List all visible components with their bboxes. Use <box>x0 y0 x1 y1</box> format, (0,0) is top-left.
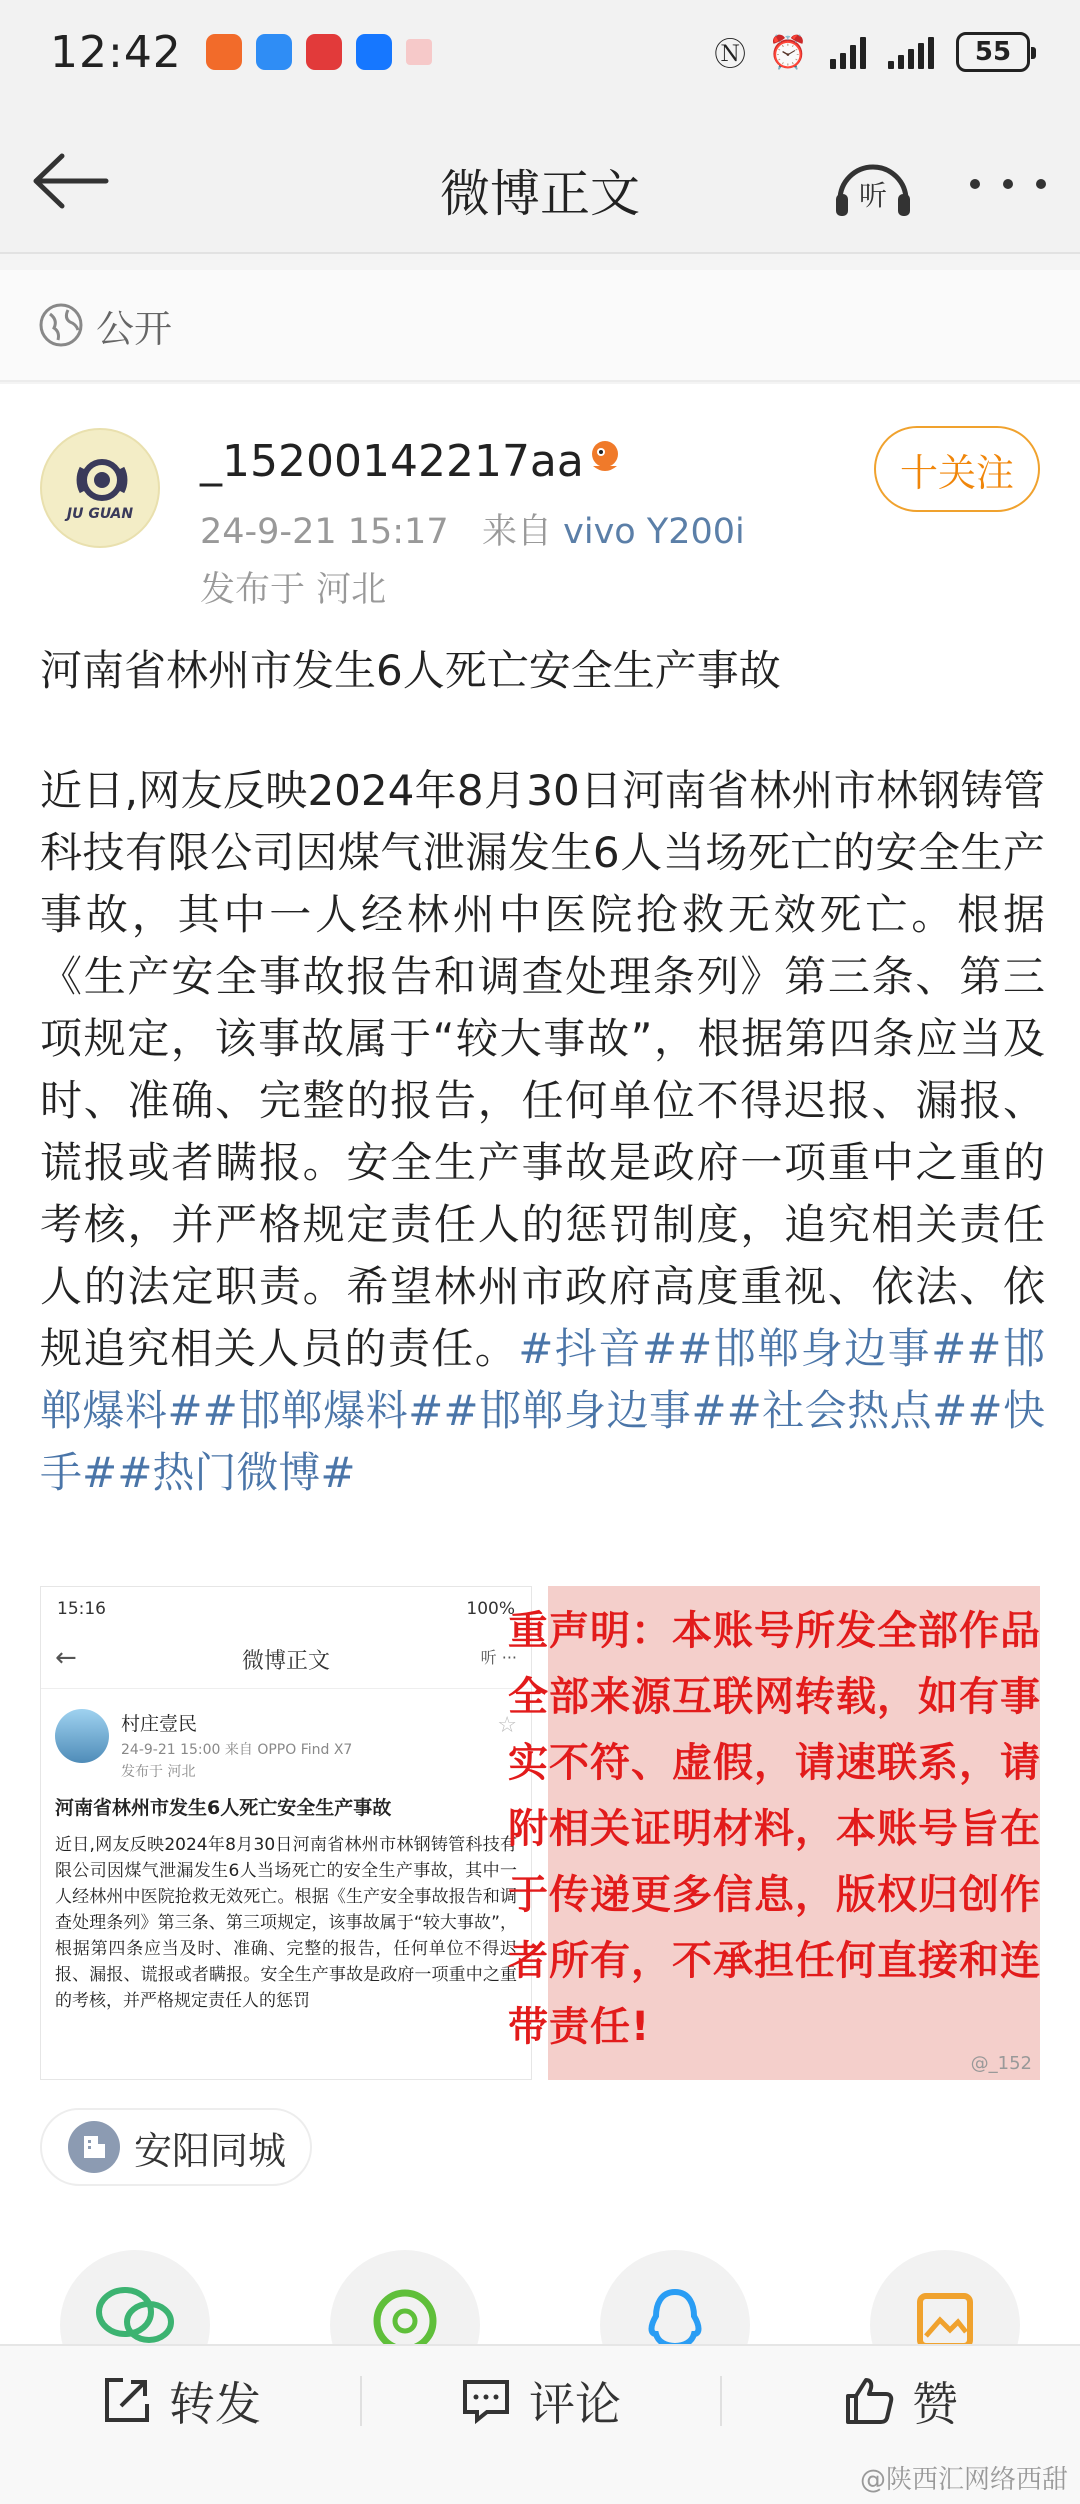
message-notification-icon <box>256 34 292 70</box>
post-meta <box>200 504 745 554</box>
notification-icons <box>206 34 432 70</box>
watermark: @陕西汇网络西甜 <box>859 2465 1068 2495</box>
page-title: 微博正文 <box>440 165 640 223</box>
avatar[interactable] <box>40 428 160 548</box>
username[interactable]: _15200142217aa <box>200 436 584 487</box>
follow-button[interactable]: 十关注 <box>874 426 1040 512</box>
back-arrow-icon <box>30 146 110 216</box>
image-meta: 24-9-21 15:00 来自 OPPO Find X7 <box>121 1742 353 1758</box>
image-title: 微博正文 <box>241 1649 330 1674</box>
post-body-text: 近日,网友反映2024年8月30日河南省林州市林钢铸管科技有限公司因煤气泄漏发生6人当场死亡的安全生产事故，其中一人经林州中医院抢救无效死亡。根据《生产安全事故报告和调查处理条列》第三条、第三项规定，该事故属于“较大事故”，根据第四条应当及时、准确、完整的报告，任何单位不得迟报、漏报、谎报或者瞒报。安全生产事故是政府一项重中之重的考核，并严格规定责任人的惩罚制度，追究相关责任人的法定职责。希望林州市政府高度重视、依法、依规追究相关人员的责任。 <box>40 766 1045 1373</box>
image-title-right: 听 ··· <box>480 1648 517 1667</box>
more-options-button[interactable] <box>970 164 1046 204</box>
status-bar <box>0 0 1080 104</box>
post-title: 河南省林州市发生6人死亡安全生产事故 <box>40 646 781 695</box>
comment-label: 评论 <box>529 2377 621 2431</box>
image-username: 村庄壹民 <box>121 1713 198 1735</box>
location-building-icon <box>68 2121 120 2173</box>
source-prefix: 来自 <box>481 512 552 552</box>
post-card <box>0 384 1080 2344</box>
wechat-icon <box>95 2286 175 2346</box>
status-time: 12:42 <box>50 26 182 78</box>
battery-icon: 55 <box>956 32 1030 72</box>
device-link[interactable]: vivo Y200i <box>563 512 745 552</box>
status-indicators <box>714 29 1030 75</box>
shopping-notification-icon <box>306 34 342 70</box>
back-button[interactable] <box>30 146 110 216</box>
signal-2-icon <box>888 35 934 69</box>
visibility-label: 公开 <box>96 306 173 351</box>
signal-icon <box>830 35 866 69</box>
bottom-action-bar <box>0 2344 1080 2504</box>
image-post-body: 近日,网友反映2024年8月30日河南省林州市林钢铸管科技有限公司因煤气泄漏发生6人当场死亡的安全生产事故，其中一人经林州中医院抢救无效死亡。根据《生产安全事故报告和调查处理条列》第三条、第三项规定，该事故属于“较大事故”，根据第四条应当及时、准确、完整的报告，任何单位不得迟报、漏报、谎报或者瞒报。安全生产事故是政府一项重中之重的考核，并严格规定责任人的惩罚 <box>55 1835 517 2011</box>
like-label: 赞 <box>912 2377 958 2431</box>
image-notice-text: 重声明：本账号所发全部作品全部来源互联网转载，如有事实不符、虚假，请速联系，请附相关证明材料，本账号旨在于传递更多信息，版权归创作者所有，不承担任何直接和连带责任! <box>508 1608 1041 2050</box>
listen-button[interactable] <box>832 154 914 220</box>
repost-label: 转发 <box>169 2377 261 2431</box>
image-user-header <box>41 1689 531 1793</box>
post-body <box>40 760 1045 1504</box>
image-status-time: 15:16 <box>57 1599 106 1619</box>
hashtags-link[interactable]: #抖音##邯郸身边事##邯郸爆料##邯郸爆料##邯郸身边事##社会热点##快手##热门微博# <box>40 1324 1045 1497</box>
location-chip[interactable] <box>40 2108 312 2186</box>
alarm-icon: ⏰ <box>768 33 808 71</box>
repost-button[interactable] <box>0 2346 360 2456</box>
image-star-icon: ☆ <box>497 1713 517 1738</box>
post-image-screenshot[interactable] <box>40 1586 532 2080</box>
like-button[interactable] <box>720 2346 1080 2456</box>
globe-icon <box>38 302 84 348</box>
visibility-row <box>0 270 1080 382</box>
image-location: 发布于 河北 <box>121 1764 196 1780</box>
nfc-icon: Ⓝ <box>714 35 747 73</box>
logo-icon <box>42 430 162 550</box>
image-status-battery: 100% <box>466 1599 515 1619</box>
post-location: 发布于 河北 <box>200 570 387 610</box>
share-row <box>0 2250 1080 2350</box>
listen-label: 听 <box>858 179 887 212</box>
location-chip-label: 安阳同城 <box>134 2128 287 2173</box>
image-watermark: @_152 <box>970 2053 1032 2074</box>
comment-button[interactable] <box>360 2346 720 2456</box>
post-image-notice[interactable] <box>508 1586 1041 2080</box>
thumbs-up-icon <box>842 2374 896 2428</box>
repost-icon <box>99 2374 153 2428</box>
alipay-notification-icon <box>356 34 392 70</box>
comment-icon <box>459 2374 513 2428</box>
image-back-icon: ← <box>55 1643 77 1673</box>
mail-notification-icon <box>406 39 432 65</box>
user-badge-icon <box>585 436 625 476</box>
image-post-title: 河南省林州市发生6人死亡安全生产事故 <box>55 1797 392 1819</box>
app-notification-icon <box>206 34 242 70</box>
image-status-bar <box>41 1587 531 1631</box>
avatar-text: JU GUAN <box>66 506 134 522</box>
image-avatar <box>55 1709 109 1763</box>
post-time: 24-9-21 15:17 <box>200 512 449 552</box>
image-title-bar <box>41 1631 531 1689</box>
title-bar <box>0 104 1080 254</box>
